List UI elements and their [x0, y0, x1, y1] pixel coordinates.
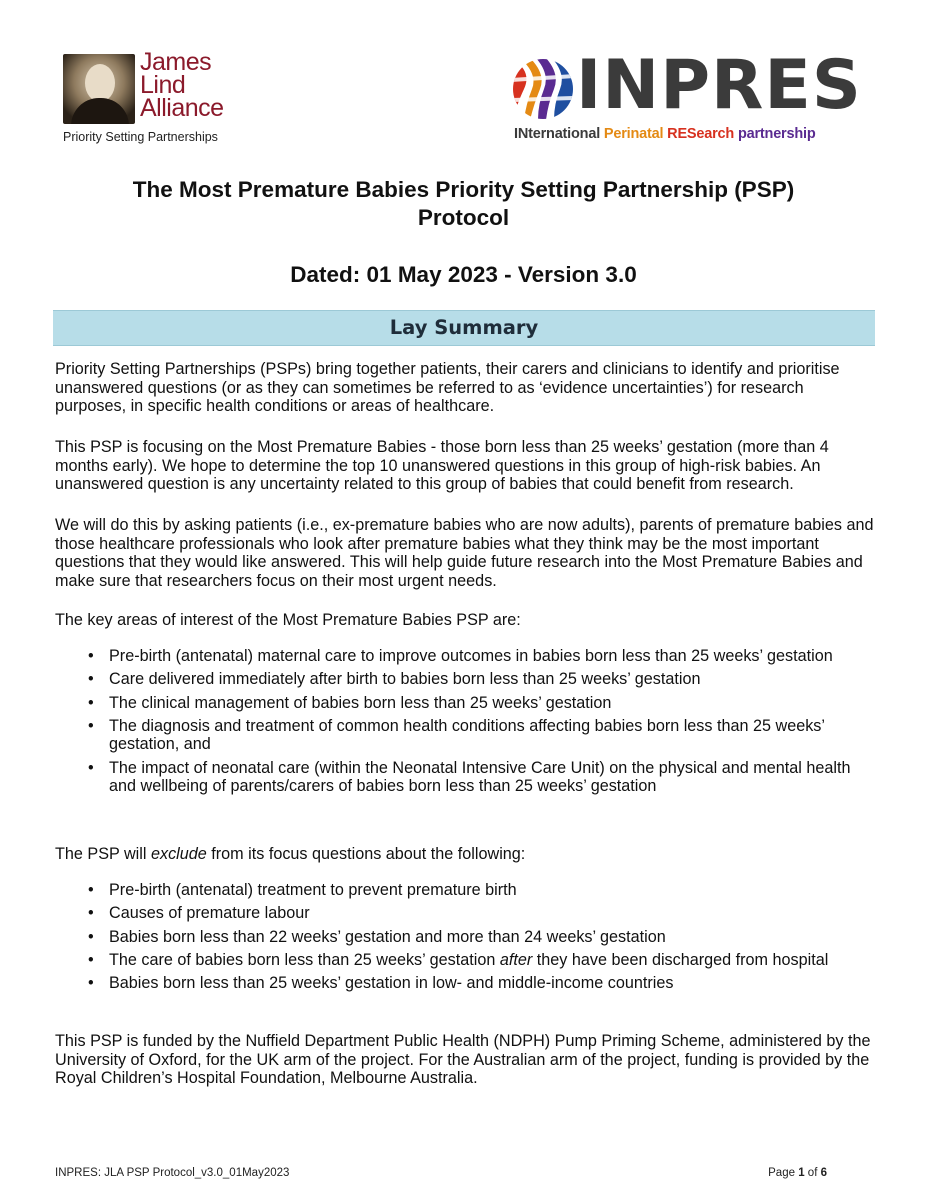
page-num: 1: [798, 1167, 805, 1179]
inpres-wordmark: INPRES: [576, 46, 862, 125]
page-total: 6: [820, 1167, 827, 1179]
inpres-logo: [512, 46, 872, 148]
list-item: • The diagnosis and treatment of common health conditions affecting babies born less than 25 weeks’ gestation, and: [55, 717, 877, 754]
document-title: [60, 176, 867, 232]
inpres-tag-part1: INternational: [514, 126, 601, 142]
section-heading: Lay Summary: [53, 310, 875, 346]
paragraph-key-areas: The key areas of interest of the Most Premature Babies PSP are:: [55, 611, 521, 629]
jla-wordmark: [140, 48, 224, 122]
exclusions-emphasis: exclude: [150, 845, 207, 863]
title-line2: Protocol: [417, 205, 510, 230]
jla-tagline: Priority Setting Partnerships: [63, 130, 218, 144]
inpres-tagline: [514, 126, 816, 142]
list-item: • The impact of neonatal care (within the Neonatal Intensive Care Unit) on the physical and mental health and wellbeing of parents/carers of babies born less than 25 weeks’ gestation: [55, 759, 877, 796]
inpres-tag-part3: RESearch: [667, 126, 735, 142]
jla-line1: James: [140, 48, 212, 76]
list-item: • Babies born less than 22 weeks’ gestation and more than 24 weeks’ gestation: [55, 928, 877, 947]
document-date: Dated: 01 May 2023 - Version 3.0: [290, 262, 637, 287]
paragraph-exclusions: [55, 845, 525, 864]
paragraph-method: We will do this by asking patients (i.e., ex-premature babies who are now adults), parents of premature babies and those healthcare professionals who look after premature babies what they think may be the most important questions that they would like answered. This will help guide future research into the Most Premature Babies and make sure that researchers focus on their most urgent needs.: [55, 516, 874, 590]
list-item: • The clinical management of babies born less than 25 weeks’ gestation: [55, 694, 877, 713]
list-item: • Pre-birth (antenatal) maternal care to improve outcomes in babies born less than 25 weeks’ gestation: [55, 647, 877, 666]
of-word: of: [804, 1167, 821, 1179]
inpres-tag-part2: Perinatal: [603, 126, 664, 142]
item4-text-after: they have been discharged from hospital: [532, 950, 829, 969]
page-word: Page: [768, 1167, 799, 1179]
footer-document-id: INPRES: JLA PSP Protocol_v3.0_01May2023: [55, 1167, 290, 1179]
title-line1: The Most Premature Babies Priority Setting Partnership (PSP): [132, 177, 795, 202]
footer-page-number: [768, 1167, 827, 1179]
list-item: • Causes of premature labour: [55, 904, 877, 923]
key-areas-list: [55, 647, 877, 800]
portrait-icon: [63, 54, 135, 124]
jla-line3: Alliance: [140, 94, 224, 122]
list-item: • Care delivered immediately after birth to babies born less than 25 weeks’ gestation: [55, 670, 877, 689]
exclusions-text-after: from its focus questions about the following:: [206, 845, 526, 863]
exclusions-list: [55, 881, 877, 997]
item4-emphasis: after: [499, 950, 533, 969]
list-item: [55, 951, 877, 970]
jla-line2: Lind: [140, 71, 186, 99]
globe-icon: [512, 58, 574, 120]
paragraph-intro: Priority Setting Partnerships (PSPs) bring together patients, their carers and clinicians to identify and prioritise unanswered questions (or as they can sometimes be referred to as ‘evidence uncertainties’) for research purposes, in specific health conditions or areas of healthcare.: [55, 360, 840, 415]
list-item: • Babies born less than 25 weeks’ gestation in low- and middle-income countries: [55, 974, 877, 993]
item4-text-before: The care of babies born less than 25 weeks’ gestation: [109, 950, 500, 969]
jla-logo: [63, 48, 263, 147]
list-item: • Pre-birth (antenatal) treatment to prevent premature birth: [55, 881, 877, 900]
paragraph-funding: This PSP is funded by the Nuffield Department Public Health (NDPH) Pump Priming Scheme, administered by the University of Oxford, for the UK arm of the project. For the Australian arm of the project, funding is provided by the Royal Children’s Hospital Foundation, Melbourne Australia.: [55, 1032, 871, 1087]
paragraph-focus: This PSP is focusing on the Most Premature Babies - those born less than 25 weeks’ gestation (more than 4 months early). We hope to determine the top 10 unanswered questions in this group of high-risk babies. An unanswered question is any uncertainty related to this group of babies that could benefit from research.: [55, 438, 829, 493]
inpres-tag-part4: partnership: [737, 126, 816, 142]
exclusions-text-before: The PSP will: [55, 845, 151, 863]
